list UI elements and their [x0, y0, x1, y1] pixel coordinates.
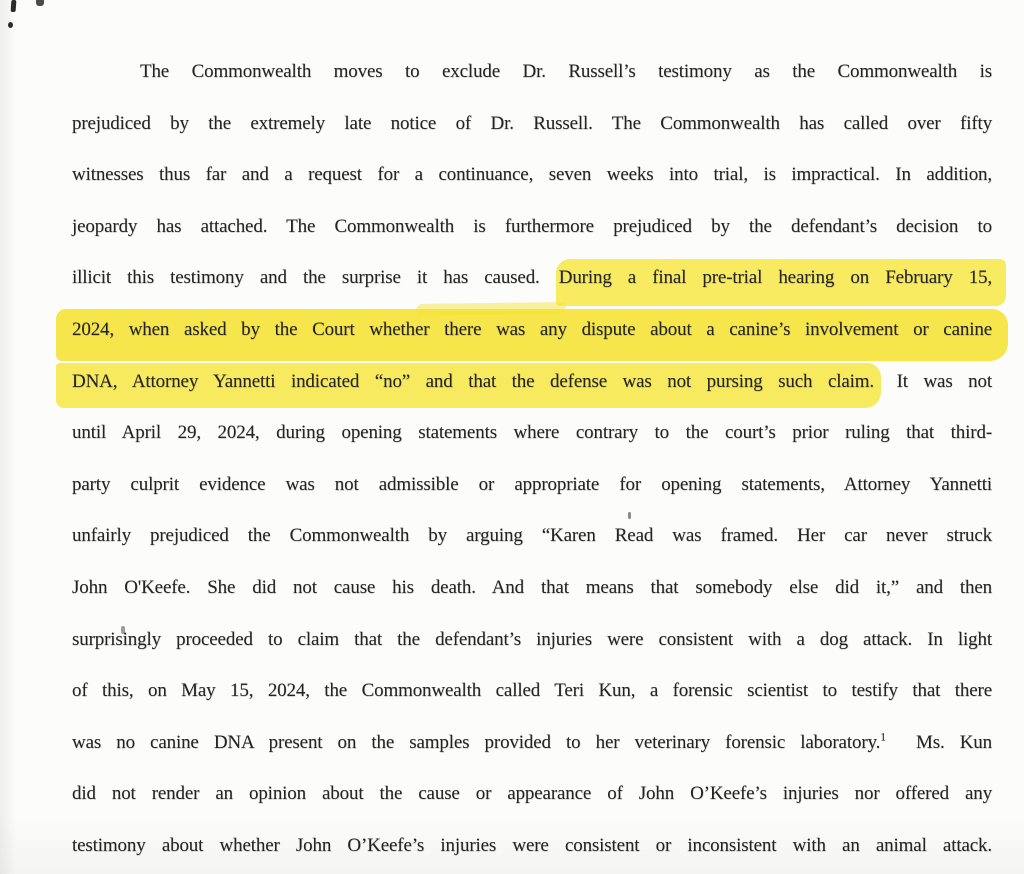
text-line — [72, 304, 992, 356]
text-line — [72, 149, 992, 201]
ink-mark-dot — [8, 22, 13, 28]
footnote-marker: 1 — [880, 731, 886, 744]
text-segment: unfairly prejudiced the Commonwealth by arguing “Karen Read was framed. Her car never struck — [72, 525, 992, 547]
ink-mark-dash — [11, 0, 17, 12]
text-line — [72, 46, 992, 98]
text-line — [72, 665, 992, 717]
text-line — [72, 717, 992, 769]
text-line — [72, 768, 992, 820]
text-line — [72, 510, 992, 562]
text-line — [72, 252, 992, 304]
text-segment: testimony about whether John O’Keefe’s injuries were consistent or inconsistent with an animal attack. — [72, 834, 992, 856]
text-segment: John O'Keefe. She did not cause his death. And that means that somebody else did it,” and then — [72, 576, 992, 598]
text-line — [72, 614, 992, 666]
text-segment: Ms. Kun — [885, 731, 992, 753]
text-segment: surprisingly proceeded to claim that the defendant’s injuries were consistent with a dog attack. In light — [72, 628, 992, 650]
text-line — [72, 201, 992, 253]
text-segment: was no canine DNA present on the samples provided to her veterinary forensic laboratory. — [72, 731, 881, 753]
text-segment: The Commonwealth moves to exclude Dr. Russell’s testimony as the Commonwealth is — [140, 61, 992, 82]
text-segment: It was not — [881, 370, 992, 392]
text-segment: prejudiced by the extremely late notice of Dr. Russell. The Commonwealth has called over fifty — [72, 112, 992, 134]
text-line — [72, 356, 992, 408]
text-line — [72, 820, 992, 872]
text-segment: illicit this testimony and the surprise it has caused. — [72, 267, 556, 289]
ink-mark-top-edge — [36, 0, 44, 6]
text-segment: witnesses thus far and a request for a continuance, seven weeks into trial, is impractical. In addition, — [72, 164, 992, 186]
text-line — [72, 407, 992, 459]
highlighted-text: During a final pre-trial hearing on February 15, — [556, 259, 1006, 306]
text-segment: of this, on May 15, 2024, the Commonwealth called Teri Kun, a forensic scientist to testify that there — [72, 680, 992, 702]
text-segment: jeopardy has attached. The Commonwealth is furthermore prejudiced by the defendant’s decision to — [72, 215, 992, 237]
text-line — [72, 459, 992, 511]
text-segment: party culprit evidence was not admissible or appropriate for opening statements, Attorney Yannetti — [72, 473, 992, 495]
highlighted-text: 2024, when asked by the Court whether there was any dispute about a canine’s involvement or canine — [56, 309, 1008, 361]
text-block — [72, 46, 992, 872]
text-line — [72, 98, 992, 150]
text-line — [72, 562, 992, 614]
text-segment: until April 29, 2024, during opening statements where contrary to the court’s prior ruling that third- — [72, 422, 992, 444]
text-segment: did not render an opinion about the cause or appearance of John O’Keefe’s injuries nor offered any — [72, 783, 992, 805]
highlighted-text: DNA, Attorney Yannetti indicated “no” and that the defense was not pursing such claim. — [56, 363, 881, 408]
